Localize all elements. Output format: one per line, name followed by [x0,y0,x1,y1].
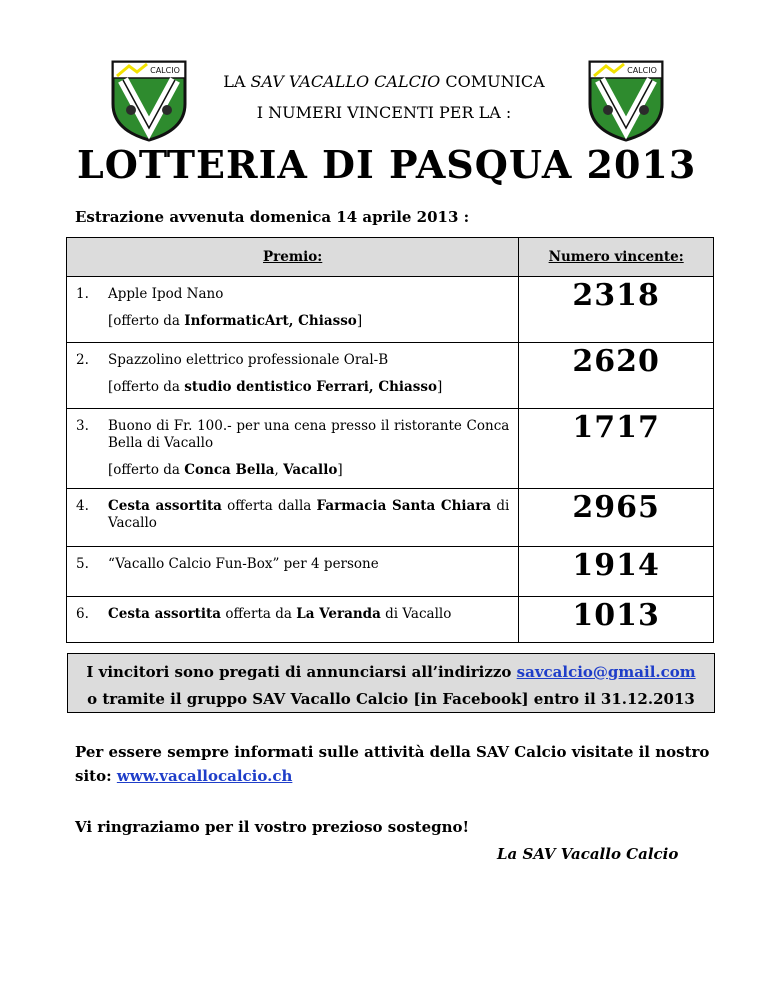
prize-text-bold: Vacallo [283,462,338,478]
prize-description [108,556,509,573]
prize-text-bold: La Veranda [296,606,381,622]
number-column-header: Numero vincente: [519,238,714,277]
club-logo-right [584,58,668,142]
logo-badge-text: CALCIO [150,66,180,75]
logo-badge-text: CALCIO [627,66,657,75]
prize-text: ] [337,462,343,478]
winning-number: 1013 [519,597,714,643]
prize-description [108,286,509,330]
prize-row [67,597,714,643]
prize-description-line [108,286,509,303]
extraction-date: Estrazione avvenuta domenica 14 aprile 2013 : [75,208,470,226]
notice-text: I vincitori sono pregati di annunciarsi all’indirizzo [86,663,517,681]
prize-text: Spazzolino elettrico professionale Oral-B [108,352,389,368]
prize-description-line [108,313,509,330]
info-text: Per essere sempre informati sulle attività della SAV Calcio visitate il nostro sito: [75,743,710,785]
header-suffix: COMUNICA [440,72,545,91]
prize-description-line [108,498,509,532]
header-announcement [0,72,768,91]
prize-cell [67,343,519,409]
prize-row [67,547,714,597]
thanks-text: Vi ringraziamo per il vostro prezioso sostegno! [75,818,470,836]
prize-index: 6. [76,606,89,622]
email-link[interactable]: savcalcio@gmail.com [516,663,696,681]
prize-text-bold: Farmacia Santa Chiara [316,498,492,514]
prize-text-bold: InformaticArt, Chiasso [184,313,357,329]
website-link[interactable]: www.vacallocalcio.ch [116,767,293,785]
prize-row [67,343,714,409]
prize-text: [offerto da [108,462,185,478]
prize-index: 5. [76,556,89,572]
prize-description-line [108,556,509,573]
prize-index: 3. [76,418,89,434]
club-shield-icon [107,58,191,142]
notice-line-2: o tramite il gruppo SAV Vacallo Calcio [in Facebook] entro il 31.12.2013 [87,690,695,708]
prize-row [67,277,714,343]
prize-description-line [108,606,509,623]
prize-cell [67,547,519,597]
prize-text: [offerto da [108,313,185,329]
table-header-row [67,238,714,277]
winning-number: 1914 [519,547,714,597]
prize-text-bold: Cesta assortita [108,606,222,622]
signature: La SAV Vacallo Calcio [497,845,679,863]
prize-text: offerta dalla [221,498,317,514]
prize-cell [67,277,519,343]
prize-description [108,498,509,532]
winning-number: 2965 [519,489,714,547]
prize-index: 1. [76,286,89,302]
prize-text: ] [436,379,443,395]
prize-column-header: Premio: [67,238,519,277]
prize-text: ] [356,313,363,329]
winning-number: 2318 [519,277,714,343]
page-title: LOTTERIA DI PASQUA 2013 [77,142,697,187]
header-club-name: SAV VACALLO CALCIO [250,72,441,91]
club-logo-left [107,58,191,142]
prize-text: offerta da [221,606,297,622]
prize-text: “Vacallo Calcio Fun-Box” per 4 persone [108,556,379,572]
winning-number: 2620 [519,343,714,409]
notice-line-1 [68,663,714,681]
prize-text-bold: Cesta assortita [108,498,222,514]
prize-description-line [108,462,509,479]
prize-description-line [108,352,509,369]
prize-row [67,489,714,547]
prize-text: Buono di Fr. 100.- per una cena presso il ristorante Conca Bella di Vacallo [108,418,510,451]
club-shield-icon [584,58,668,142]
prize-text: Apple Ipod Nano [108,286,224,302]
prize-description [108,352,509,396]
prize-description [108,418,509,479]
info-paragraph [75,740,715,788]
prize-text-bold: studio dentistico Ferrari, Chiasso [184,379,437,395]
prize-cell [67,409,519,489]
prize-table [66,237,714,643]
prize-text: di Vacallo [108,498,510,531]
prize-cell [67,489,519,547]
winning-number: 1717 [519,409,714,489]
prize-text-bold: Conca Bella [184,462,275,478]
prize-description-line [108,418,509,452]
prize-table-body [67,277,714,643]
prize-description [108,606,509,623]
prize-row [67,409,714,489]
prize-text: di Vacallo [380,606,452,622]
prize-index: 4. [76,498,89,514]
header-subtitle: I NUMERI VINCENTI PER LA : [256,103,512,122]
prize-index: 2. [76,352,89,368]
winners-notice [67,653,715,713]
prize-cell [67,597,519,643]
header-prefix: LA [223,72,251,91]
prize-description-line [108,379,509,396]
prize-text: , [274,462,284,478]
prize-text: [offerto da [108,379,185,395]
